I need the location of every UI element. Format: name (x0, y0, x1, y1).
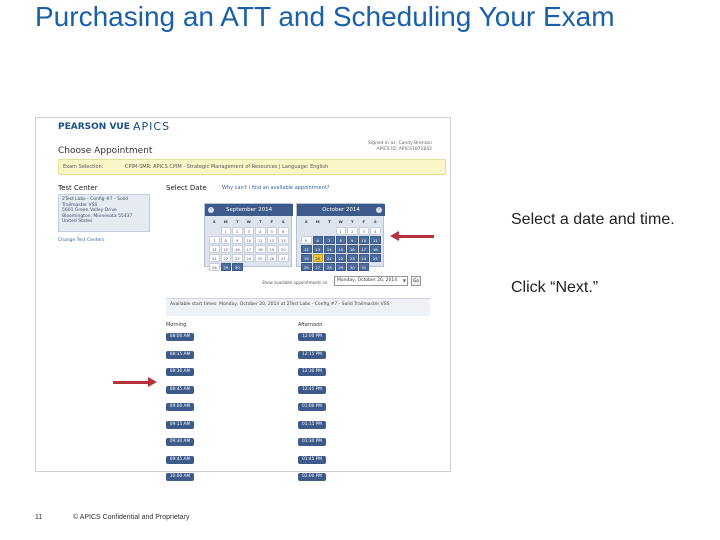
pearson-vue-logo: PEARSON VUE (58, 122, 130, 132)
calendar-day: 13 (278, 236, 289, 244)
signed-in-name: Signed in as: Candy Brenton (368, 141, 432, 146)
calendar-day: 2 (347, 227, 358, 235)
morning-time-slot-button[interactable]: 09:45 AM (166, 456, 194, 464)
show-appointments-label: Show available appointments on (262, 280, 328, 285)
calendar-grid (209, 218, 289, 272)
calendar-day: 8 (221, 236, 232, 244)
change-test-center-link[interactable]: Change Test Centers (58, 238, 105, 243)
morning-time-slot-button[interactable]: 08:45 AM (166, 386, 194, 394)
calendar-week-row (209, 245, 289, 253)
calendar-week-row (209, 227, 289, 235)
prev-month-icon[interactable]: ‹ (208, 207, 214, 213)
morning-time-slot-button[interactable]: 08:15 AM (166, 351, 194, 359)
calendar-week-row (301, 254, 381, 262)
calendar-day[interactable]: 6 (313, 236, 324, 244)
calendar-week-row (301, 227, 381, 235)
apics-logo: APICS (133, 120, 171, 133)
calendar-grid (301, 218, 381, 272)
calendar-september (204, 203, 292, 270)
calendar-empty-cell (209, 227, 220, 235)
calendar-day[interactable]: 20 (313, 254, 324, 262)
afternoon-time-slot-button[interactable]: 01:15 PM (298, 421, 326, 429)
apics-id: APICS ID: APICS1871842 (376, 147, 432, 152)
calendar-day: 11 (255, 236, 266, 244)
calendar-weekday: T (327, 219, 331, 224)
calendar-day[interactable]: 18 (370, 245, 381, 253)
morning-time-slot-button[interactable]: 08:00 AM (166, 333, 194, 341)
calendar-day[interactable]: 17 (359, 245, 370, 253)
calendar-week-row (301, 236, 381, 244)
calendar-day: 28 (209, 263, 220, 271)
calendar-weekday: W (338, 219, 343, 224)
calendar-day: 4 (370, 227, 381, 235)
time-pointer-arrow-icon (113, 381, 149, 384)
instruction-click-next: Click “Next.” (511, 279, 599, 296)
morning-time-slot-button[interactable]: 08:30 AM (166, 368, 194, 376)
calendar-day: 5 (301, 236, 312, 244)
calendar-day[interactable]: 29 (221, 263, 232, 271)
signed-in-info (368, 141, 432, 153)
calendar-day: 7 (209, 236, 220, 244)
test-center-line: 2Test Labs - Config #7 - Solid (62, 197, 129, 202)
page-number: 11 (35, 514, 43, 521)
calendar-day[interactable]: 22 (336, 254, 347, 262)
calendar-week-row (209, 254, 289, 262)
calendar-day[interactable]: 27 (313, 263, 324, 271)
date-select[interactable] (334, 276, 408, 286)
calendar-day: 20 (278, 245, 289, 253)
calendar-day: 5 (267, 227, 278, 235)
next-month-icon[interactable]: › (376, 207, 382, 213)
calendar-weekday: M (223, 219, 228, 224)
morning-time-slot-button[interactable]: 10:00 AM (166, 473, 194, 481)
afternoon-time-slot-button[interactable]: 01:30 PM (298, 438, 326, 446)
calendar-day: 15 (221, 245, 232, 253)
chevron-down-icon: ▼ (402, 278, 406, 283)
select-date-title: Select Date (166, 184, 207, 192)
calendar-day[interactable]: 16 (347, 245, 358, 253)
calendar-day[interactable]: 15 (336, 245, 347, 253)
calendar-day[interactable]: 12 (301, 245, 312, 253)
date-pointer-arrow-icon (398, 235, 434, 238)
afternoon-column-header: Afternoon (298, 322, 323, 328)
calendar-empty-cell (324, 227, 335, 235)
calendar-week-row (301, 245, 381, 253)
calendar-day: 17 (244, 245, 255, 253)
calendar-weekday: S (373, 219, 377, 224)
calendar-empty-cell (278, 263, 289, 271)
afternoon-time-slot-button[interactable]: 12:15 PM (298, 351, 326, 359)
exam-selection-label: Exam Selection: (63, 164, 104, 170)
calendar-day: 22 (221, 254, 232, 262)
calendar-empty-cell (370, 263, 381, 271)
calendar-day[interactable]: 28 (324, 263, 335, 271)
calendar-month-label: October 2014 (322, 207, 360, 213)
exam-selection-bar (58, 159, 446, 175)
availability-heading: Available start times: Monday, October 20, 2014 at 2Test Labs - Config #7 - Solid Trailmaster VSS (166, 298, 430, 316)
calendar-day[interactable]: 30 (232, 263, 243, 271)
calendar-day: 10 (244, 236, 255, 244)
calendar-day: 1 (336, 227, 347, 235)
calendar-day[interactable]: 23 (347, 254, 358, 262)
instruction-select-date: Select a date and time. (511, 211, 675, 228)
appointment-screenshot (35, 117, 451, 479)
morning-time-slot-button[interactable]: 09:15 AM (166, 421, 194, 429)
test-center-line: Trailmaster VSS (62, 202, 98, 208)
morning-column-header: Morning (166, 322, 187, 328)
calendar-weekday: S (281, 219, 285, 224)
test-center-address (58, 194, 150, 232)
afternoon-time-slot-button[interactable]: 01:45 PM (298, 456, 326, 464)
calendar-day: 12 (267, 236, 278, 244)
calendar-day: 16 (232, 245, 243, 253)
calendar-day: 18 (255, 245, 266, 253)
calendar-day[interactable]: 25 (370, 254, 381, 262)
calendar-day[interactable]: 29 (336, 263, 347, 271)
morning-time-slot-button[interactable]: 09:00 AM (166, 403, 194, 411)
calendar-day: 23 (232, 254, 243, 262)
calendar-empty-cell (244, 263, 255, 271)
go-button[interactable]: Go (411, 276, 421, 286)
copyright-footer: © APICS Confidential and Proprietary (73, 514, 190, 521)
calendar-day[interactable]: 26 (301, 263, 312, 271)
calendar-day[interactable]: 7 (324, 236, 335, 244)
test-center-title: Test Center (58, 184, 98, 192)
calendar-day: 26 (267, 254, 278, 262)
calendar-day: 9 (232, 236, 243, 244)
calendar-weekday: M (315, 219, 320, 224)
calendar-october (296, 203, 384, 270)
calendar-empty-cell (301, 227, 312, 235)
calendar-weekday-row (301, 218, 381, 226)
calendar-day: 4 (255, 227, 266, 235)
calendar-day[interactable]: 24 (359, 254, 370, 262)
calendar-empty-cell (255, 263, 266, 271)
test-center-line: Bloomington, Minnesota 55437 (62, 213, 133, 219)
calendar-day: 27 (278, 254, 289, 262)
calendar-month-header (205, 204, 293, 216)
calendar-weekday: F (270, 219, 274, 224)
afternoon-time-slot-button[interactable]: 12:00 PM (298, 333, 326, 341)
calendar-day[interactable]: 11 (370, 236, 381, 244)
calendar-weekday: T (235, 219, 239, 224)
calendar-day: 14 (209, 245, 220, 253)
calendar-day[interactable]: 30 (347, 263, 358, 271)
calendar-day: 1 (221, 227, 232, 235)
calendar-day[interactable]: 9 (347, 236, 358, 244)
calendar-day: 24 (244, 254, 255, 262)
calendar-week-row (209, 263, 289, 271)
afternoon-time-slot-button[interactable]: 02:00 PM (298, 473, 326, 481)
morning-time-slot-button[interactable]: 09:30 AM (166, 438, 194, 446)
calendar-week-row (301, 263, 381, 271)
calendar-day: 19 (267, 245, 278, 253)
calendar-empty-cell (267, 263, 278, 271)
calendar-day: 3 (244, 227, 255, 235)
why-no-appointment-link[interactable]: Why can't I find an available appointment? (222, 185, 330, 191)
calendar-day[interactable]: 19 (301, 254, 312, 262)
calendar-day[interactable]: 8 (336, 236, 347, 244)
calendar-weekday: T (258, 219, 262, 224)
calendar-day[interactable]: 14 (324, 245, 335, 253)
calendar-day: 21 (209, 254, 220, 262)
calendar-day: 25 (255, 254, 266, 262)
page-title: Choose Appointment (58, 146, 153, 156)
calendar-weekday: W (246, 219, 251, 224)
calendar-month-label: September 2014 (225, 207, 273, 213)
calendar-weekday-row (209, 218, 289, 226)
calendar-day[interactable]: 21 (324, 254, 335, 262)
calendar-empty-cell (313, 227, 324, 235)
afternoon-time-slot-button[interactable]: 01:00 PM (298, 403, 326, 411)
calendar-day: 6 (278, 227, 289, 235)
screenshot-header (36, 118, 452, 135)
afternoon-time-slot-button[interactable]: 12:30 PM (298, 368, 326, 376)
calendar-day[interactable]: 10 (359, 236, 370, 244)
calendar-day[interactable]: 31 (359, 263, 370, 271)
test-center-line: United States (62, 219, 93, 225)
calendar-week-row (209, 236, 289, 244)
date-select-value: Monday, October 20, 2014 (337, 278, 398, 283)
slide-title: Purchasing an ATT and Scheduling Your Exam (35, 1, 615, 32)
calendar-day: 2 (232, 227, 243, 235)
test-center-line: 5601 Green Valley Drive (62, 208, 117, 214)
calendar-weekday: T (350, 219, 354, 224)
calendar-day: 3 (359, 227, 370, 235)
calendar-month-header (297, 204, 385, 216)
calendar-weekday: S (304, 219, 308, 224)
calendar-weekday: F (362, 219, 366, 224)
calendar-weekday: S (212, 219, 216, 224)
calendar-day[interactable]: 13 (313, 245, 324, 253)
afternoon-time-slot-button[interactable]: 12:45 PM (298, 386, 326, 394)
exam-selection-value: CPIM-SMR: APICS CPIM - Strategic Management of Resources | Language: English (125, 164, 329, 170)
